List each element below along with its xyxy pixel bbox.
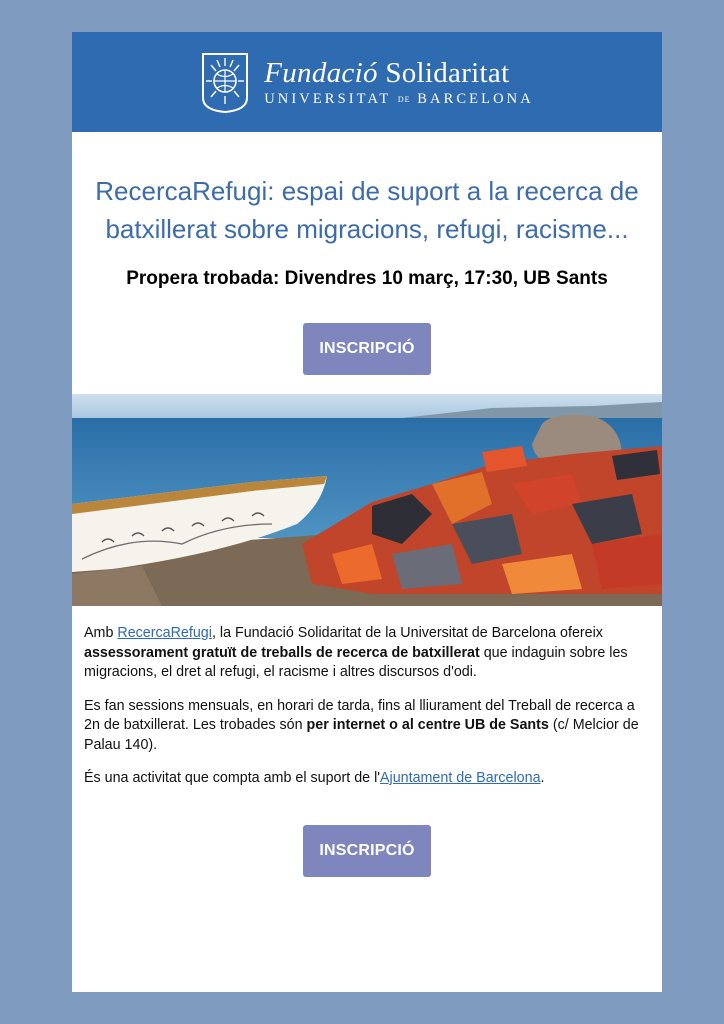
register-button-top[interactable]: INSCRIPCIÓ — [303, 323, 430, 375]
recercarefugi-link[interactable]: RecercaRefugi — [117, 625, 212, 641]
brand-name — [264, 57, 534, 89]
ajuntament-link[interactable]: Ajuntament de Barcelona — [379, 770, 541, 786]
paragraph-sessions — [84, 697, 640, 756]
newsletter-card — [72, 32, 662, 992]
p1-text-b: , la Fundació Solidaritat de la Universitat de Barcelona ofereix — [211, 625, 603, 641]
university-seal-icon — [200, 50, 250, 114]
p1-bold: assessorament gratuït de treballs de recerca de batxillerat — [84, 644, 480, 661]
brand-text — [264, 57, 534, 108]
p3-text-a: És una activitat que compta amb el suport de l' — [84, 770, 380, 786]
header-banner — [72, 32, 662, 132]
register-button-bottom[interactable]: INSCRIPCIÓ — [303, 825, 430, 877]
brand-name-italic: Fundació — [264, 56, 378, 89]
brand-subtitle — [264, 91, 534, 108]
p2-text-b: (c/ Melcior de Palau 140). — [84, 717, 639, 753]
p2-bold: per internet o al centre UB de Sants — [306, 717, 549, 733]
paragraph-support — [84, 769, 640, 789]
p1-text-c: que indaguin sobre les migracions, el dret al refugi, el racisme i altres discursos d'odi. — [84, 644, 628, 680]
beach-boat-lifejackets-image — [72, 394, 662, 606]
brand-name-rest: Solidaritat — [385, 56, 510, 89]
page-title: RecercaRefugi: espai de suport a la recerca de batxillerat sobre migracions, refugi, racisme... — [95, 176, 639, 244]
top-button-wrap — [72, 323, 662, 375]
p2-text-a: Es fan sessions mensuals, en horari de tarda, fins al lliurament del Treball de recerca a 2n de batxillerat. Les trobades són — [84, 697, 635, 733]
body-text — [84, 624, 640, 789]
paragraph-intro — [84, 624, 640, 683]
brand-sub-university: UNIVERSITAT — [264, 90, 392, 107]
next-meeting: Propera trobada: Divendres 10 març, 17:30, UB Sants — [126, 268, 608, 289]
bottom-button-wrap — [72, 825, 662, 877]
brand-sub-de: DE — [397, 94, 411, 104]
p1-text-a: Amb — [84, 625, 118, 641]
p3-text-b: . — [540, 770, 545, 786]
brand-sub-barcelona: BARCELONA — [417, 90, 534, 107]
foundation-logo[interactable] — [200, 50, 534, 114]
